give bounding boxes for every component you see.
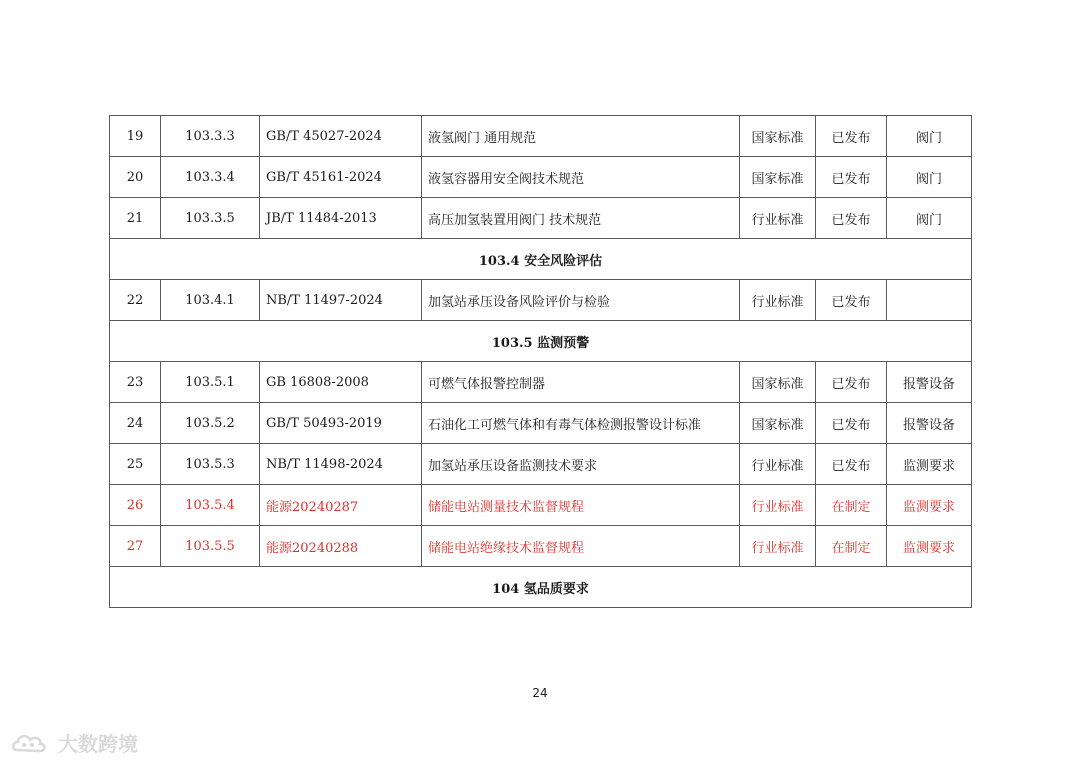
cell-level: 行业标准 — [740, 485, 816, 526]
cell-level: 行业标准 — [740, 526, 816, 567]
cell-no: 25 — [110, 444, 161, 485]
cell-name: 液氢阀门 通用规范 — [422, 116, 740, 157]
cell-category: 阀门 — [887, 116, 972, 157]
cell-category — [887, 280, 972, 321]
table-row — [110, 444, 972, 485]
cell-status: 已发布 — [816, 403, 887, 444]
cell-code: 103.3.3 — [161, 116, 260, 157]
page-number: 24 — [532, 686, 548, 700]
cell-std: NB/T 11498-2024 — [260, 444, 422, 485]
cell-name: 高压加氢装置用阀门 技术规范 — [422, 198, 740, 239]
cell-std: GB/T 45027-2024 — [260, 116, 422, 157]
cell-no: 26 — [110, 485, 161, 526]
table-row — [110, 485, 972, 526]
watermark-text: 大数跨境 — [58, 732, 138, 756]
cell-std: GB/T 50493-2019 — [260, 403, 422, 444]
watermark — [10, 728, 138, 757]
cell-level: 行业标准 — [740, 280, 816, 321]
cell-std: GB/T 45161-2024 — [260, 157, 422, 198]
cell-code: 103.5.3 — [161, 444, 260, 485]
section-row — [110, 321, 972, 362]
section-row — [110, 239, 972, 280]
cell-level: 行业标准 — [740, 444, 816, 485]
cell-no: 24 — [110, 403, 161, 444]
cell-code: 103.3.4 — [161, 157, 260, 198]
cell-std: 能源20240288 — [260, 526, 422, 567]
cell-level: 行业标准 — [740, 198, 816, 239]
cell-status: 在制定 — [816, 526, 887, 567]
table-row — [110, 280, 972, 321]
table-row — [110, 116, 972, 157]
section-title: 103.5 监测预警 — [110, 321, 972, 362]
cell-status: 已发布 — [816, 198, 887, 239]
cell-no: 20 — [110, 157, 161, 198]
cell-code: 103.5.4 — [161, 485, 260, 526]
cell-no: 19 — [110, 116, 161, 157]
cell-std: 能源20240287 — [260, 485, 422, 526]
cell-status: 已发布 — [816, 157, 887, 198]
cell-level: 国家标准 — [740, 157, 816, 198]
cell-std: JB/T 11484-2013 — [260, 198, 422, 239]
cell-category: 阀门 — [887, 198, 972, 239]
cell-status: 已发布 — [816, 280, 887, 321]
cell-category: 阀门 — [887, 157, 972, 198]
cell-status: 已发布 — [816, 362, 887, 403]
cell-category: 报警设备 — [887, 403, 972, 444]
cell-no: 21 — [110, 198, 161, 239]
cell-no: 23 — [110, 362, 161, 403]
table-row — [110, 198, 972, 239]
cell-level: 国家标准 — [740, 116, 816, 157]
cell-name: 储能电站绝缘技术监督规程 — [422, 526, 740, 567]
cell-name: 石油化工可燃气体和有毒气体检测报警设计标准 — [422, 403, 740, 444]
cell-category: 报警设备 — [887, 362, 972, 403]
cell-std: NB/T 11497-2024 — [260, 280, 422, 321]
cell-no: 27 — [110, 526, 161, 567]
table-row — [110, 526, 972, 567]
cell-name: 液氢容器用安全阀技术规范 — [422, 157, 740, 198]
cell-code: 103.3.5 — [161, 198, 260, 239]
cell-name: 加氢站承压设备风险评价与检验 — [422, 280, 740, 321]
table-row — [110, 403, 972, 444]
cell-no: 22 — [110, 280, 161, 321]
cell-level: 国家标准 — [740, 403, 816, 444]
section-row — [110, 567, 972, 608]
cell-name: 加氢站承压设备监测技术要求 — [422, 444, 740, 485]
cell-code: 103.5.5 — [161, 526, 260, 567]
cell-status: 已发布 — [816, 116, 887, 157]
cloud-logo-icon — [10, 730, 54, 756]
section-title: 104 氢品质要求 — [110, 567, 972, 608]
cell-category: 监测要求 — [887, 526, 972, 567]
table-row — [110, 362, 972, 403]
cell-status: 在制定 — [816, 485, 887, 526]
cell-code: 103.5.1 — [161, 362, 260, 403]
cell-status: 已发布 — [816, 444, 887, 485]
cell-name: 储能电站测量技术监督规程 — [422, 485, 740, 526]
table-row — [110, 157, 972, 198]
cell-category: 监测要求 — [887, 444, 972, 485]
cell-std: GB 16808-2008 — [260, 362, 422, 403]
section-title: 103.4 安全风险评估 — [110, 239, 972, 280]
cell-level: 国家标准 — [740, 362, 816, 403]
cell-code: 103.5.2 — [161, 403, 260, 444]
cell-code: 103.4.1 — [161, 280, 260, 321]
cell-name: 可燃气体报警控制器 — [422, 362, 740, 403]
cell-category: 监测要求 — [887, 485, 972, 526]
standards-table — [109, 115, 972, 608]
table-body — [110, 116, 972, 608]
